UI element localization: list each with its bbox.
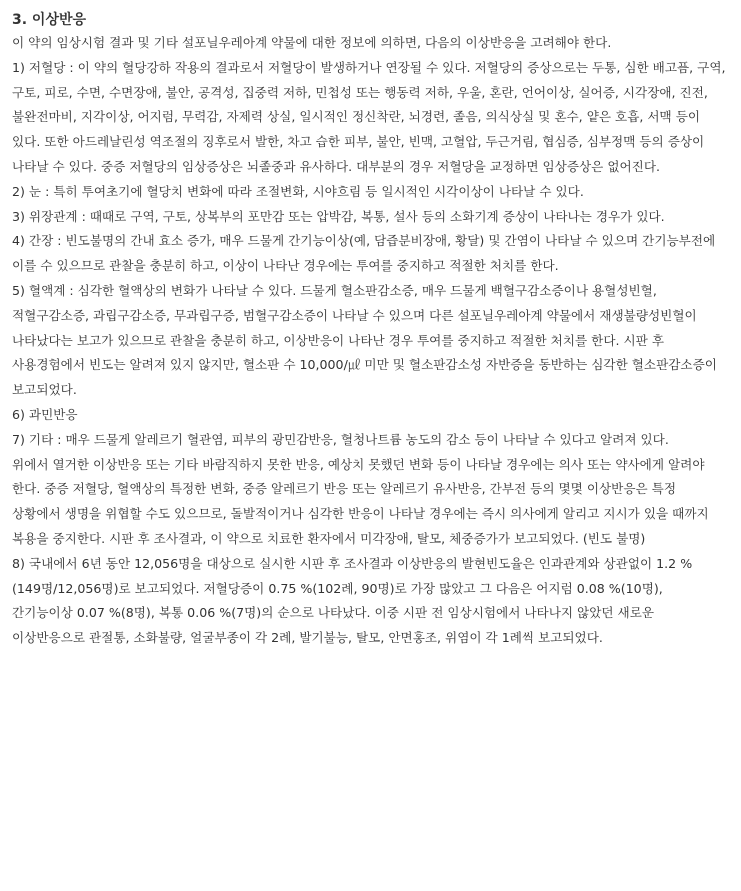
other-paragraph: 7) 기타 : 매우 드물게 알레르기 혈관염, 피부의 광민감반응, 혈청나트륨 농도의 감소 등이 나타날 수 있다고 알려져 있다. (12, 431, 669, 447)
section-heading: 3. 이상반응 (12, 12, 87, 28)
blood-paragraph: 5) 혈액계 : 심각한 혈액상의 변화가 나타날 수 있다. 드물게 혈소판감소증, 매우 드물게 백혈구감소증이나 용혈성빈혈, 적혈구감소증, 과립구감소증, 무과립구증, 범혈구감소증이 나타날 수 있으며 다른 설포닐우레아계 약물에서 재생불량성빈혈이 나타났다는 보고가 있으므로 관찰을 충분히 하고, 이상반응이 나타난 경우 투여를 중지하고 적절한 처치를 한다. 시판 후 사용경험에서 빈도는 알려져 있지 않지만, 혈소판 수 10,000/㎕ 미만 및 혈소판감소성 자반증을 동반하는 심각한 혈소판감소증이 보고되었다. (12, 282, 717, 398)
hypoglycemia-paragraph: 1) 저혈당 : 이 약의 혈당강하 작용의 결과로서 저혈당이 발생하거나 연장될 수 있다. 저혈당의 증상으로는 두통, 심한 배고픔, 구역, 구토, 피로, 수면, 수면장애, 불안, 공격성, 집중력 저하, 민첩성 또는 행동력 저하, 우울, 혼란, 언어이상, 실어증, 시각장애, 진전, 불완전마비, 지각이상, 어지럼, 무력감, 자제력 상실, 일시적인 정신착란, 뇌경련, 졸음, 의식상실 및 혼수, 얕은 호흡, 서맥 등이 있다. 또한 아드레날린성 역조절의 징후로서 발한, 차고 습한 피부, 불안, 빈맥, 고혈압, 두근거림, 협심증, 심부정맥 등의 증상이 나타날 수 있다. 중증 저혈당의 임상증상은 뇌졸중과 유사하다. 대부분의 경우 저혈당을 교정하면 임상증상은 없어진다. (12, 59, 726, 174)
liver-paragraph: 4) 간장 : 빈도불명의 간내 효소 증가, 매우 드물게 간기능이상(예, 담즙분비장애, 황달) 및 간염이 나타날 수 있으며 간기능부전에 이를 수 있으므로 관찰을 충분히 하고, 이상이 나타난 경우에는 투여를 중지하고 적절한 처치를 한다. (12, 233, 716, 274)
hypersensitivity-paragraph: 6) 과민반응 (12, 406, 78, 422)
eye-paragraph: 2) 눈 : 특히 투여초기에 혈당치 변화에 따라 조절변화, 시야흐림 등 일시적인 시각이상이 나타날 수 있다. (12, 183, 584, 199)
gastrointestinal-paragraph: 3) 위장관계 : 때때로 구역, 구토, 상복부의 포만감 또는 압박감, 복통, 설사 등의 소화기계 증상이 나타나는 경우가 있다. (12, 208, 665, 224)
reporting-paragraph: 위에서 열거한 이상반응 또는 기타 바람직하지 못한 반응, 예상치 못했던 변화 등이 나타날 경우에는 의사 또는 약사에게 알려야 한다. 중증 저혈당, 혈액상의 특정한 변화, 중증 알레르기 반응 또는 알레르기 유사반응, 간부전 등의 몇몇 이상반응은 특정 상황에서 생명을 위협할 수도 있으므로, 돌발적이거나 심각한 반응이 나타날 경우에는 즉시 의사에게 알리고 지시가 있을 때까지 복용을 중지한다. 시판 후 조사결과, 이 약으로 치료한 환자에서 미각장애, 탈모, 체중증가가 보고되었다. (빈도 불명) (12, 456, 709, 546)
postmarketing-paragraph: 8) 국내에서 6년 동안 12,056명을 대상으로 실시한 시판 후 조사결과 이상반응의 발현빈도율은 인과관계와 상관없이 1.2 %(149명/12,056명)로 보고되었다. 저혈당증이 0.75 %(102례, 90명)로 가장 많았고 그 다음은 어지럼 0.08 %(10명), 간기능이상 0.07 %(8명), 복통 0.06 %(7명)의 순으로 나타났다. 이중 시판 전 임상시험에서 나타나지 않았던 새로운 이상반응으로 관절통, 소화불량, 얼굴부종이 각 2례, 발기불능, 탈모, 안면홍조, 위염이 각 1례씩 보고되었다. (12, 555, 693, 646)
intro-paragraph: 이 약의 임상시험 결과 및 기타 설포닐우레아계 약물에 대한 정보에 의하면, 다음의 이상반응을 고려해야 한다. (12, 35, 612, 50)
